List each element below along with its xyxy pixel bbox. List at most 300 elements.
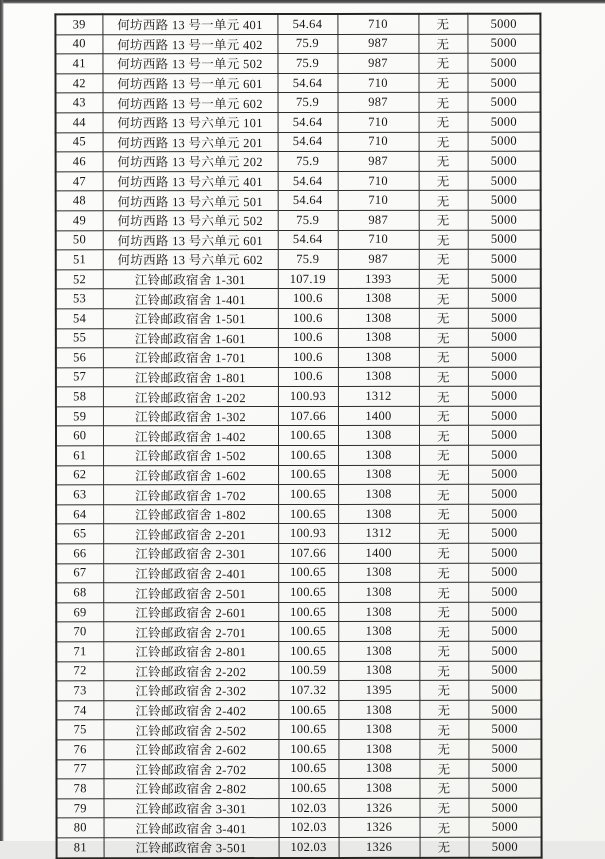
- table-row: [56, 622, 541, 642]
- cell-deposit: 5000: [468, 367, 541, 387]
- cell-deposit: 5000: [468, 230, 541, 250]
- table-row: [56, 524, 541, 544]
- table-row: [56, 426, 541, 446]
- table-row: [57, 837, 542, 858]
- cell-area: 100.65: [278, 563, 338, 583]
- cell-area: 54.64: [278, 132, 338, 152]
- table-row: [56, 210, 541, 230]
- cell-deposit: 5000: [469, 818, 542, 838]
- cell-remark: 无: [419, 112, 468, 132]
- cell-area: 75.9: [278, 250, 338, 270]
- cell-area: 100.6: [278, 367, 338, 387]
- cell-remark: 无: [418, 14, 467, 34]
- cell-deposit: 5000: [467, 73, 540, 93]
- cell-area: 75.9: [277, 54, 337, 74]
- cell-address: 何坊西路 13 号六单元 601: [103, 230, 278, 250]
- table-row: [56, 406, 541, 426]
- cell-area: 102.03: [279, 818, 339, 838]
- cell-row-number: 72: [56, 661, 103, 681]
- table-row: [56, 759, 541, 779]
- cell-remark: 无: [419, 171, 468, 191]
- table-row: [56, 602, 541, 622]
- cell-amount: 1400: [338, 406, 419, 426]
- cell-row-number: 68: [56, 583, 103, 603]
- cell-row-number: 76: [56, 740, 103, 760]
- cell-deposit: 5000: [468, 386, 541, 406]
- cell-amount: 1308: [338, 778, 419, 798]
- cell-amount: 710: [337, 14, 418, 34]
- cell-area: 54.64: [277, 73, 337, 93]
- cell-deposit: 5000: [468, 602, 541, 622]
- cell-row-number: 57: [56, 367, 103, 387]
- cell-row-number: 53: [56, 289, 103, 309]
- cell-remark: 无: [419, 308, 468, 328]
- cell-remark: 无: [419, 328, 468, 348]
- cell-amount: 710: [338, 171, 419, 191]
- scan-edge-left: [0, 0, 4, 841]
- cell-amount: 1308: [338, 485, 419, 505]
- cell-remark: 无: [419, 426, 468, 446]
- cell-deposit: 5000: [468, 778, 541, 798]
- cell-amount: 1308: [338, 308, 419, 328]
- cell-area: 54.64: [278, 171, 338, 191]
- cell-row-number: 44: [56, 113, 103, 133]
- cell-address: 何坊西路 13 号六单元 101: [103, 112, 278, 132]
- table-row: [56, 680, 541, 700]
- cell-amount: 1308: [338, 328, 419, 348]
- cell-address: 江铃邮政宿舍 2-302: [103, 681, 278, 701]
- cell-remark: 无: [419, 778, 468, 798]
- cell-area: 54.64: [278, 191, 338, 211]
- cell-row-number: 41: [55, 54, 102, 74]
- table-row: [56, 230, 541, 250]
- cell-row-number: 59: [56, 407, 103, 427]
- cell-address: 江铃邮政宿舍 2-201: [103, 524, 278, 544]
- cell-row-number: 51: [56, 250, 103, 270]
- cell-address: 江铃邮政宿舍 2-802: [103, 779, 278, 799]
- table-row: [57, 818, 542, 838]
- cell-remark: 无: [419, 445, 468, 465]
- cell-amount: 1308: [338, 720, 419, 740]
- cell-address: 江铃邮政宿舍 2-502: [103, 720, 278, 740]
- cell-address: 江铃邮政宿舍 1-802: [103, 504, 278, 524]
- cell-area: 100.65: [278, 426, 338, 446]
- cell-row-number: 56: [56, 348, 103, 368]
- cell-amount: 1308: [338, 426, 419, 446]
- cell-area: 75.9: [278, 93, 338, 113]
- cell-area: 107.66: [278, 543, 338, 563]
- cell-amount: 1326: [339, 798, 420, 818]
- cell-amount: 1308: [338, 661, 419, 681]
- cell-address: 江铃邮政宿舍 1-602: [103, 465, 278, 485]
- cell-deposit: 5000: [468, 622, 541, 642]
- cell-deposit: 5000: [468, 426, 541, 446]
- cell-row-number: 73: [56, 681, 103, 701]
- cell-area: 100.65: [278, 602, 338, 622]
- cell-remark: 无: [419, 759, 468, 779]
- cell-address: 江铃邮政宿舍 3-401: [104, 818, 279, 838]
- cell-address: 江铃邮政宿舍 2-801: [103, 642, 278, 662]
- cell-address: 江铃邮政宿舍 1-801: [103, 367, 278, 387]
- cell-area: 75.9: [278, 152, 338, 172]
- cell-deposit: 5000: [468, 563, 541, 583]
- cell-area: 100.6: [278, 328, 338, 348]
- cell-deposit: 5000: [468, 465, 541, 485]
- cell-address: 江铃邮政宿舍 3-301: [104, 798, 279, 818]
- cell-address: 江铃邮政宿舍 1-601: [103, 328, 278, 348]
- cell-address: 江铃邮政宿舍 1-702: [103, 485, 278, 505]
- cell-area: 54.64: [278, 230, 338, 250]
- table-row: [56, 700, 541, 720]
- cell-deposit: 5000: [468, 759, 541, 779]
- cell-row-number: 65: [56, 524, 103, 544]
- cell-remark: 无: [419, 602, 468, 622]
- cell-deposit: 5000: [468, 445, 541, 465]
- cell-deposit: 5000: [468, 504, 541, 524]
- cell-row-number: 66: [56, 544, 103, 564]
- cell-amount: 1308: [338, 445, 419, 465]
- cell-deposit: 5000: [468, 720, 541, 740]
- cell-remark: 无: [419, 680, 468, 700]
- cell-remark: 无: [419, 465, 468, 485]
- table-row: [56, 445, 541, 465]
- cell-deposit: 5000: [468, 347, 541, 367]
- cell-amount: 1326: [339, 837, 420, 857]
- cell-remark: 无: [418, 73, 467, 93]
- table-row: [56, 347, 541, 367]
- cell-remark: 无: [419, 367, 468, 387]
- cell-area: 107.32: [278, 681, 338, 701]
- cell-deposit: 5000: [468, 661, 541, 681]
- table-row: [56, 641, 541, 661]
- cell-row-number: 70: [56, 622, 103, 642]
- cell-remark: 无: [418, 34, 467, 54]
- cell-address: 江铃邮政宿舍 2-401: [103, 563, 278, 583]
- table-row: [56, 563, 541, 583]
- cell-deposit: 5000: [468, 680, 541, 700]
- cell-row-number: 60: [56, 426, 103, 446]
- cell-remark: 无: [419, 387, 468, 407]
- cell-address: 江铃邮政宿舍 2-602: [103, 739, 278, 759]
- cell-amount: 1308: [338, 465, 419, 485]
- cell-deposit: 5000: [469, 837, 542, 857]
- table-row: [56, 778, 541, 798]
- table-row: [56, 739, 541, 759]
- cell-amount: 987: [338, 151, 419, 171]
- table-row: [56, 367, 541, 387]
- cell-remark: 无: [419, 347, 468, 367]
- cell-deposit: 5000: [468, 191, 541, 211]
- cell-area: 107.66: [278, 406, 338, 426]
- cell-row-number: 39: [55, 14, 102, 34]
- cell-row-number: 43: [56, 93, 103, 113]
- cell-deposit: 5000: [468, 406, 541, 426]
- cell-area: 100.65: [278, 446, 338, 466]
- cell-amount: 1308: [338, 641, 419, 661]
- cell-amount: 1308: [338, 602, 419, 622]
- cell-amount: 987: [338, 249, 419, 269]
- cell-area: 107.19: [278, 269, 338, 289]
- cell-area: 102.03: [279, 837, 339, 857]
- table-row: [56, 132, 541, 152]
- cell-amount: 1308: [338, 289, 419, 309]
- table-row: [55, 53, 540, 73]
- cell-remark: 无: [419, 210, 468, 230]
- cell-amount: 1312: [338, 524, 419, 544]
- cell-row-number: 52: [56, 269, 103, 289]
- cell-area: 100.6: [278, 308, 338, 328]
- cell-remark: 无: [419, 543, 468, 563]
- cell-row-number: 71: [56, 642, 103, 662]
- cell-remark: 无: [419, 191, 468, 211]
- cell-remark: 无: [419, 230, 468, 250]
- cell-address: 江铃邮政宿舍 1-302: [103, 406, 278, 426]
- cell-remark: 无: [420, 837, 469, 857]
- cell-deposit: 5000: [468, 524, 541, 544]
- cell-row-number: 80: [57, 818, 104, 838]
- cell-address: 江铃邮政宿舍 2-701: [103, 622, 278, 642]
- cell-row-number: 42: [55, 74, 102, 94]
- table-row: [57, 798, 542, 818]
- cell-remark: 无: [419, 269, 468, 289]
- cell-address: 江铃邮政宿舍 1-501: [103, 308, 278, 328]
- cell-address: 何坊西路 13 号六单元 501: [103, 191, 278, 211]
- cell-area: 100.93: [278, 524, 338, 544]
- cell-remark: 无: [419, 151, 468, 171]
- cell-address: 何坊西路 13 号六单元 502: [103, 210, 278, 230]
- cell-remark: 无: [419, 720, 468, 740]
- table-row: [56, 191, 541, 211]
- cell-amount: 1308: [338, 759, 419, 779]
- cell-address: 江铃邮政宿舍 2-601: [103, 602, 278, 622]
- cell-area: 100.65: [278, 739, 338, 759]
- cell-remark: 无: [419, 249, 468, 269]
- cell-area: 54.64: [278, 112, 338, 132]
- table-row: [56, 93, 541, 113]
- cell-deposit: 5000: [468, 582, 541, 602]
- cell-remark: 无: [419, 739, 468, 759]
- cell-row-number: 45: [56, 132, 103, 152]
- cell-area: 100.59: [278, 661, 338, 681]
- table-row: [56, 543, 541, 563]
- cell-address: 江铃邮政宿舍 2-501: [103, 583, 278, 603]
- cell-amount: 987: [338, 93, 419, 113]
- cell-area: 100.6: [278, 289, 338, 309]
- cell-deposit: 5000: [468, 484, 541, 504]
- cell-area: 100.65: [278, 465, 338, 485]
- cell-row-number: 54: [56, 309, 103, 329]
- cell-area: 100.65: [278, 720, 338, 740]
- cell-area: 100.65: [278, 583, 338, 603]
- cell-row-number: 55: [56, 328, 103, 348]
- cell-deposit: 5000: [468, 739, 541, 759]
- table-row: [56, 386, 541, 406]
- cell-row-number: 77: [56, 759, 103, 779]
- cell-area: 100.93: [278, 387, 338, 407]
- cell-row-number: 47: [56, 172, 103, 192]
- cell-address: 江铃邮政宿舍 3-501: [104, 837, 279, 857]
- cell-area: 100.65: [278, 485, 338, 505]
- cell-address: 江铃邮政宿舍 2-202: [103, 661, 278, 681]
- table-row: [55, 73, 540, 93]
- cell-area: 100.6: [278, 348, 338, 368]
- table-row: [56, 308, 541, 328]
- cell-remark: 无: [419, 289, 468, 309]
- cell-row-number: 50: [56, 230, 103, 250]
- cell-row-number: 58: [56, 387, 103, 407]
- cell-remark: 无: [419, 406, 468, 426]
- table-row: [56, 328, 541, 348]
- cell-amount: 1308: [338, 700, 419, 720]
- cell-amount: 1400: [338, 543, 419, 563]
- cell-deposit: 5000: [468, 210, 541, 230]
- cell-address: 何坊西路 13 号一单元 602: [103, 93, 278, 113]
- scan-edge-top: [0, 0, 605, 4]
- cell-row-number: 79: [57, 799, 104, 819]
- cell-deposit: 5000: [468, 171, 541, 191]
- cell-remark: 无: [419, 485, 468, 505]
- cell-area: 100.65: [278, 622, 338, 642]
- table-row: [56, 465, 541, 485]
- table-row: [56, 484, 541, 504]
- cell-deposit: 5000: [467, 53, 540, 73]
- cell-amount: 987: [338, 210, 419, 230]
- cell-area: 100.65: [278, 504, 338, 524]
- table-body: [55, 14, 541, 858]
- cell-deposit: 5000: [469, 798, 542, 818]
- cell-amount: 1308: [338, 563, 419, 583]
- cell-deposit: 5000: [468, 151, 541, 171]
- cell-deposit: 5000: [468, 328, 541, 348]
- cell-amount: 710: [337, 73, 418, 93]
- cell-remark: 无: [419, 93, 468, 113]
- cell-remark: 无: [419, 563, 468, 583]
- cell-deposit: 5000: [467, 34, 540, 54]
- cell-address: 江铃邮政宿舍 1-301: [103, 269, 278, 289]
- cell-remark: 无: [419, 524, 468, 544]
- cell-address: 江铃邮政宿舍 1-402: [103, 426, 278, 446]
- cell-address: 何坊西路 13 号六单元 202: [103, 152, 278, 172]
- cell-address: 何坊西路 13 号一单元 601: [102, 73, 277, 93]
- cell-deposit: 5000: [468, 112, 541, 132]
- cell-deposit: 5000: [468, 700, 541, 720]
- cell-amount: 1308: [338, 622, 419, 642]
- cell-address: 江铃邮政宿舍 1-701: [103, 348, 278, 368]
- cell-remark: 无: [420, 818, 469, 838]
- cell-area: 100.65: [278, 779, 338, 799]
- cell-row-number: 61: [56, 446, 103, 466]
- cell-remark: 无: [419, 582, 468, 602]
- table-row: [56, 269, 541, 289]
- cell-address: 何坊西路 13 号一单元 401: [102, 14, 277, 34]
- table-row: [56, 151, 541, 171]
- cell-area: 100.65: [278, 700, 338, 720]
- cell-amount: 1308: [338, 504, 419, 524]
- cell-amount: 710: [338, 132, 419, 152]
- cell-amount: 1393: [338, 269, 419, 289]
- cell-row-number: 69: [56, 603, 103, 623]
- cell-address: 何坊西路 13 号六单元 401: [103, 171, 278, 191]
- cell-row-number: 75: [56, 720, 103, 740]
- cell-remark: 无: [419, 661, 468, 681]
- table-row: [55, 14, 540, 35]
- cell-row-number: 63: [56, 485, 103, 505]
- cell-amount: 1308: [338, 367, 419, 387]
- table-row: [56, 661, 541, 681]
- cell-area: 75.9: [278, 210, 338, 230]
- table-row: [56, 112, 541, 132]
- cell-deposit: 5000: [468, 93, 541, 113]
- cell-remark: 无: [419, 504, 468, 524]
- cell-remark: 无: [419, 641, 468, 661]
- cell-deposit: 5000: [467, 14, 540, 34]
- cell-address: 何坊西路 13 号一单元 502: [102, 54, 277, 74]
- cell-remark: 无: [419, 622, 468, 642]
- cell-row-number: 74: [56, 701, 103, 721]
- table-row: [55, 34, 540, 54]
- cell-row-number: 46: [56, 152, 103, 172]
- cell-remark: 无: [419, 132, 468, 152]
- cell-area: 102.03: [279, 798, 339, 818]
- cell-remark: 无: [420, 798, 469, 818]
- cell-area: 75.9: [277, 34, 337, 54]
- cell-amount: 1308: [338, 347, 419, 367]
- cell-amount: 1308: [338, 583, 419, 603]
- table-row: [56, 288, 541, 308]
- cell-deposit: 5000: [468, 308, 541, 328]
- table-row: [56, 249, 541, 269]
- table-row: [56, 171, 541, 191]
- cell-remark: 无: [419, 700, 468, 720]
- cell-amount: 1395: [338, 681, 419, 701]
- cell-deposit: 5000: [468, 249, 541, 269]
- cell-address: 何坊西路 13 号一单元 402: [102, 34, 277, 54]
- cell-address: 江铃邮政宿舍 2-301: [103, 544, 278, 564]
- cell-area: 100.65: [278, 641, 338, 661]
- cell-deposit: 5000: [468, 269, 541, 289]
- table-row: [56, 720, 541, 740]
- table-row: [56, 582, 541, 602]
- cell-amount: 710: [338, 191, 419, 211]
- cell-address: 江铃邮政宿舍 1-502: [103, 446, 278, 466]
- cell-address: 何坊西路 13 号六单元 201: [103, 132, 278, 152]
- cell-address: 何坊西路 13 号六单元 602: [103, 250, 278, 270]
- cell-address: 江铃邮政宿舍 1-401: [103, 289, 278, 309]
- cell-row-number: 49: [56, 211, 103, 231]
- cell-row-number: 40: [55, 34, 102, 54]
- cell-deposit: 5000: [468, 288, 541, 308]
- table-row: [56, 504, 541, 524]
- cell-amount: 987: [337, 34, 418, 54]
- cell-row-number: 81: [57, 838, 104, 858]
- cell-deposit: 5000: [468, 641, 541, 661]
- cell-row-number: 64: [56, 505, 103, 525]
- cell-amount: 987: [337, 54, 418, 74]
- cell-area: 100.65: [278, 759, 338, 779]
- cell-row-number: 78: [56, 779, 103, 799]
- cell-amount: 1326: [339, 818, 420, 838]
- cell-amount: 1312: [338, 387, 419, 407]
- cell-remark: 无: [418, 53, 467, 73]
- cell-address: 江铃邮政宿舍 2-702: [103, 759, 278, 779]
- cell-area: 54.64: [277, 14, 337, 34]
- cell-row-number: 67: [56, 563, 103, 583]
- cell-address: 江铃邮政宿舍 2-402: [103, 700, 278, 720]
- cell-amount: 1308: [338, 739, 419, 759]
- cell-amount: 710: [338, 230, 419, 250]
- cell-amount: 710: [338, 112, 419, 132]
- cell-row-number: 48: [56, 191, 103, 211]
